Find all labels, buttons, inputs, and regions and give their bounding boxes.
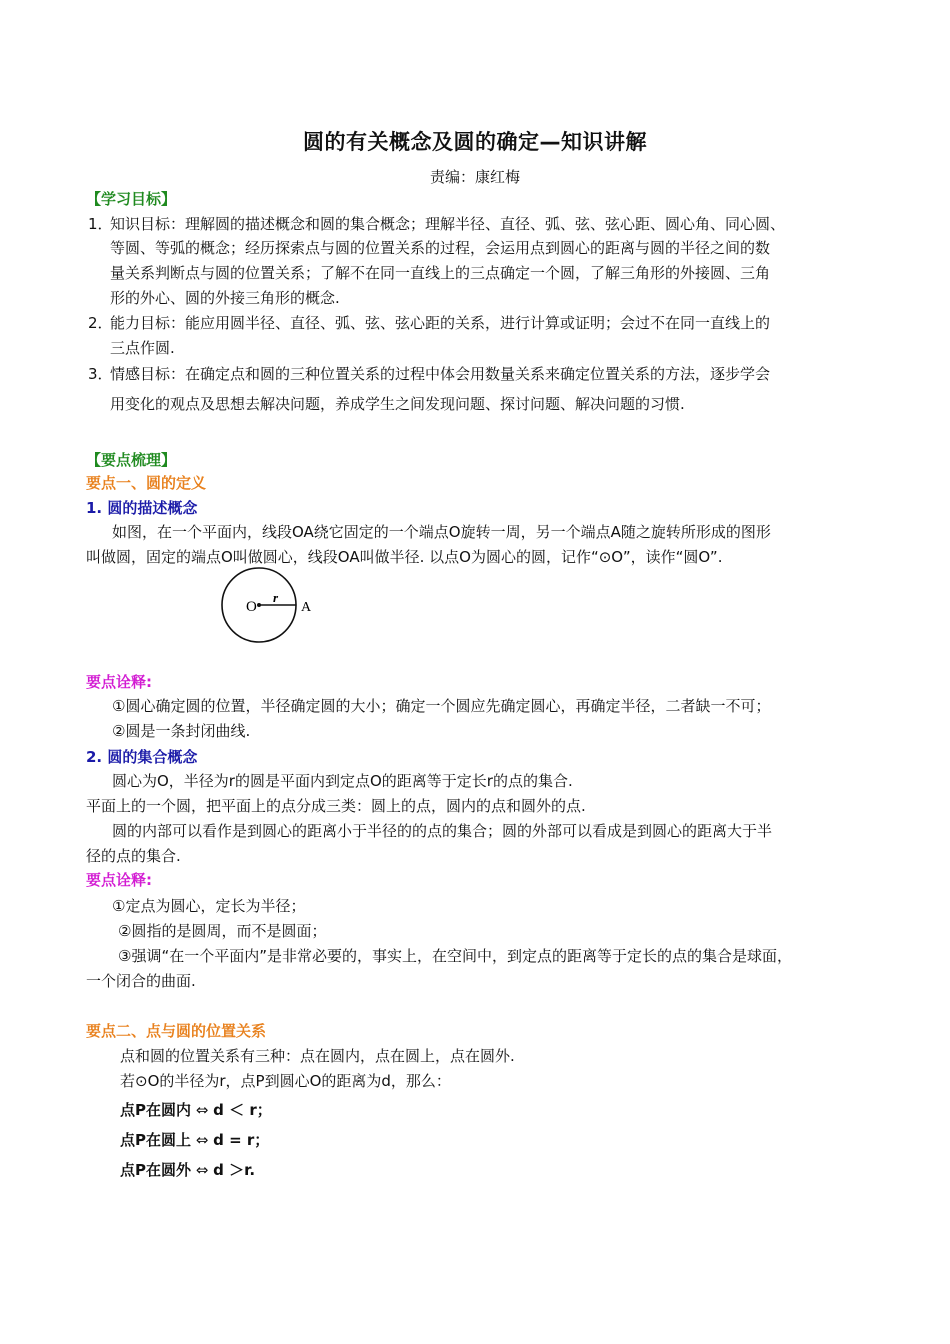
goal-text: 形的外心、圆的外接三角形的概念. <box>110 289 340 307</box>
page-title: 圆的有关概念及圆的确定—知识讲解 <box>303 130 647 154</box>
goals-heading: 【学习目标】 <box>86 190 177 208</box>
goal-item-1 <box>88 214 785 234</box>
relation-label: 点P在圆内 <box>120 1101 191 1119</box>
sub1-title: 1. 圆的描述概念 <box>86 499 198 517</box>
relation-outside <box>120 1160 255 1180</box>
point-label: A <box>301 600 312 615</box>
center-label: O <box>246 599 257 615</box>
goal-text: 能力目标：能应用圆半径、直径、弧、弦、弦心距的关系，进行计算或证明；会过不在同一直线上的 <box>110 314 771 332</box>
sub2-line: 圆的内部可以看作是到圆心的距离小于半径的的点的集合；圆的外部可以看成是到圆心的距离大于半 <box>112 822 773 840</box>
sub2-title: 2. 圆的集合概念 <box>86 748 198 766</box>
point1-title: 要点一、圆的定义 <box>86 474 207 492</box>
note-item: ③强调“在一个平面内”是非常必要的，事实上，在空间中，到定点的距离等于定长的点的集合是球面， <box>118 947 792 965</box>
goal-number: 1． <box>88 215 113 233</box>
note-item: 一个闭合的曲面. <box>86 972 196 990</box>
note-title: 要点诠释: <box>86 871 152 889</box>
points-heading: 【要点梳理】 <box>86 451 177 469</box>
iff-icon: ⇔ <box>195 1161 209 1179</box>
iff-icon: ⇔ <box>195 1101 209 1119</box>
goal-item-2 <box>88 313 770 333</box>
note-item: ①圆心确定圆的位置，半径确定圆的大小；确定一个圆应先确定圆心，再确定半径，二者缺一不可； <box>112 697 771 715</box>
relation-inside <box>120 1100 272 1120</box>
sub2-line: 圆心为O，半径为r的圆是平面内到定点O的距离等于定长r的点的集合. <box>112 772 573 790</box>
center-dot <box>257 603 261 607</box>
goal-number: 3． <box>88 365 113 383</box>
relation-label: 点P在圆上 <box>120 1131 191 1149</box>
circle-figure <box>216 566 326 650</box>
sub1-para: 叫做圆，固定的端点O叫做圆心，线段OA叫做半径. 以点O为圆心的圆，记作“⊙O”，读作“圆O”. <box>86 548 723 566</box>
goal-text: 量关系判断点与圆的位置关系；了解不在同一直线上的三点确定一个圆，了解三角形的外接圆、三角 <box>110 264 771 282</box>
editor-line: 责编：康红梅 <box>429 168 520 186</box>
goal-text: 三点作圆. <box>110 339 175 357</box>
sub1-para: 如图，在一个平面内，线段OA绕它固定的一个端点O旋转一周，另一个端点A随之旋转所形成的图形 <box>112 523 771 541</box>
sub2-line: 平面上的一个圆，把平面上的点分成三类：圆上的点，圆内的点和圆外的点. <box>86 797 586 815</box>
goal-text: 用变化的观点及思想去解决问题，养成学生之间发现问题、探讨问题、解决问题的习惯. <box>110 395 685 413</box>
goal-text: 知识目标：理解圆的描述概念和圆的集合概念；理解半径、直径、弧、弦、弦心距、圆心角、同心圆、 <box>110 215 786 233</box>
note-item: ②圆指的是圆周，而不是圆面； <box>118 922 327 940</box>
relation-on <box>120 1130 269 1150</box>
note-title: 要点诠释: <box>86 673 152 691</box>
relation-expr: d ＞r. <box>213 1161 256 1179</box>
relation-expr: d = r； <box>213 1131 270 1149</box>
point2-line: 点和圆的位置关系有三种：点在圆内，点在圆上，点在圆外. <box>120 1047 515 1065</box>
note-item: ②圆是一条封闭曲线. <box>112 722 251 740</box>
iff-icon: ⇔ <box>195 1131 209 1149</box>
sub2-line: 径的点的集合. <box>86 847 181 865</box>
goal-number: 2． <box>88 314 113 332</box>
radius-label: r <box>273 590 279 605</box>
note-item: ①定点为圆心，定长为半径； <box>112 897 306 915</box>
point2-title: 要点二、点与圆的位置关系 <box>86 1022 267 1040</box>
point2-line: 若⊙O的半径为r，点P到圆心O的距离为d，那么： <box>120 1072 451 1090</box>
goal-text: 等圆、等弧的概念；经历探索点与圆的位置关系的过程，会运用点到圆心的距离与圆的半径之间的数 <box>110 239 771 257</box>
goal-text: 情感目标：在确定点和圆的三种位置关系的过程中体会用数量关系来确定位置关系的方法，逐步学会 <box>110 365 771 383</box>
relation-label: 点P在圆外 <box>120 1161 191 1179</box>
goal-item-3 <box>88 364 770 384</box>
relation-expr: d ＜ r； <box>213 1101 272 1119</box>
